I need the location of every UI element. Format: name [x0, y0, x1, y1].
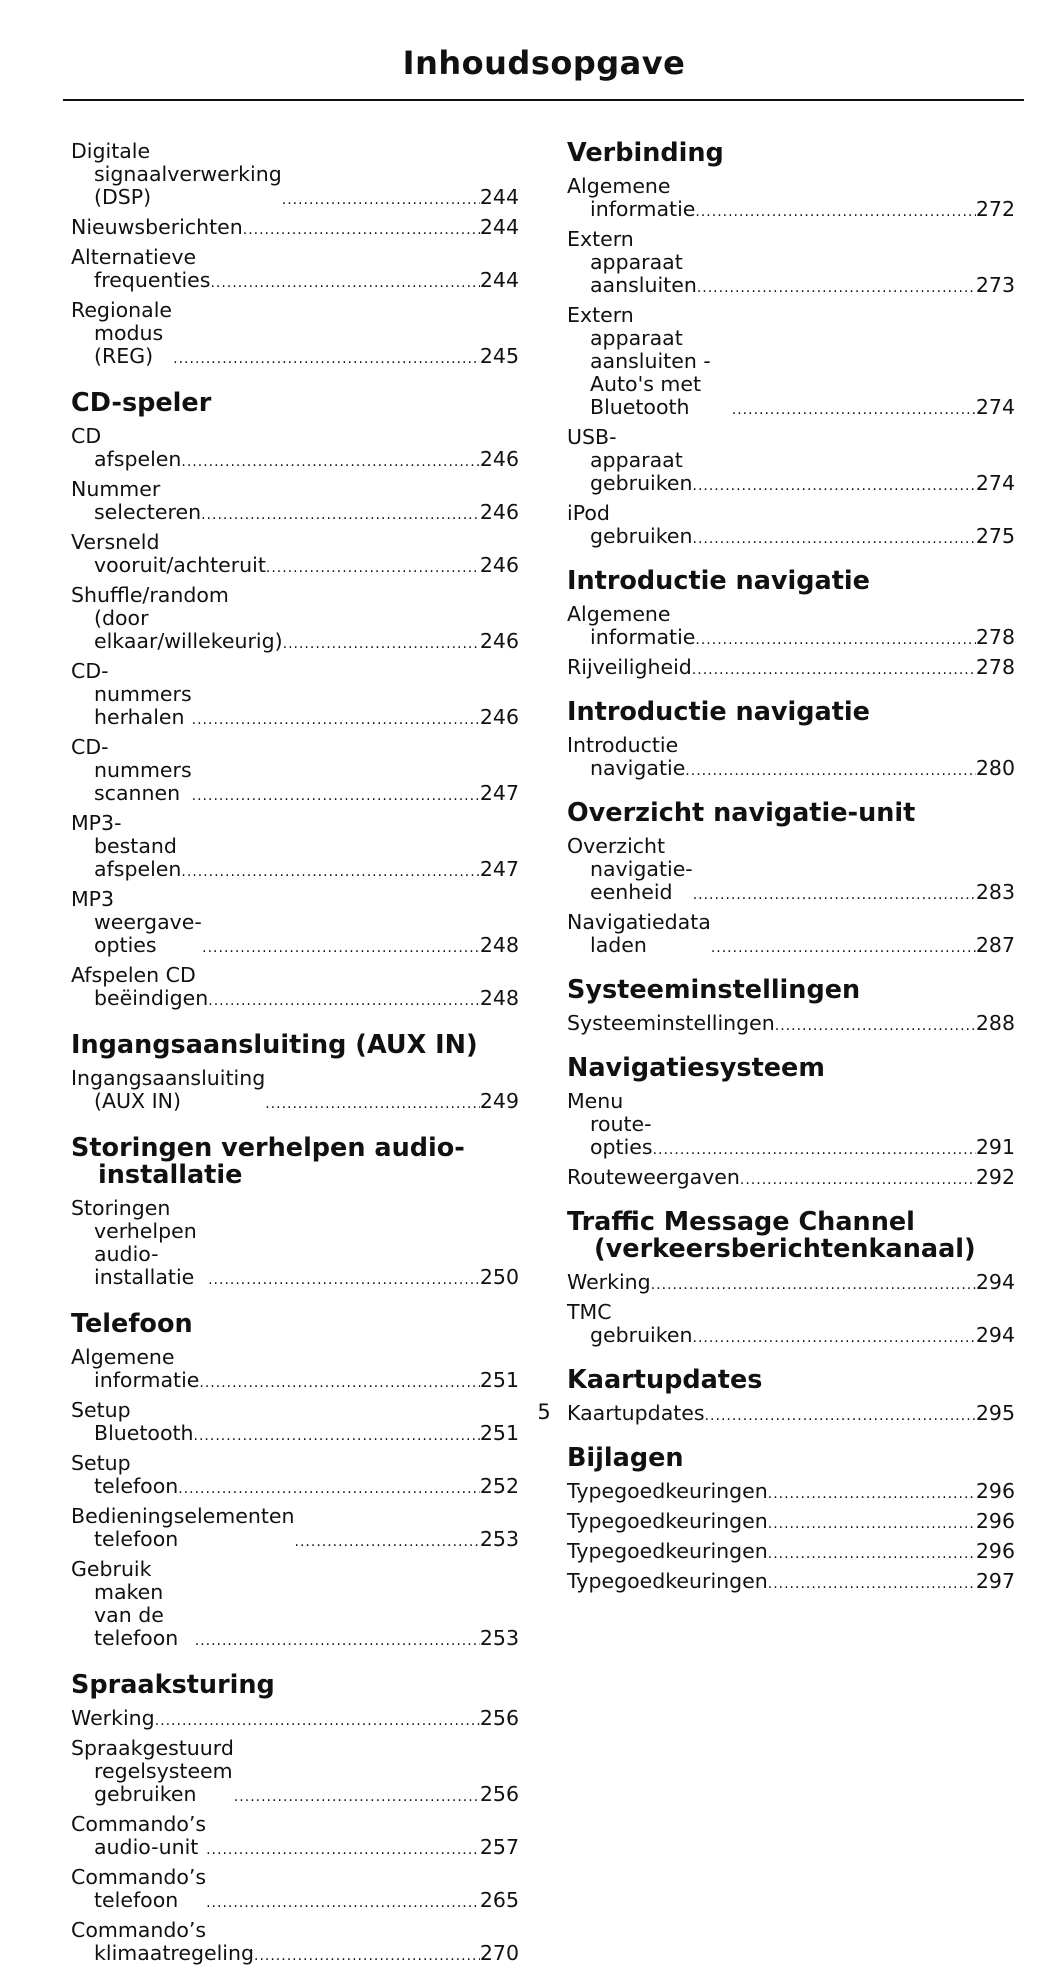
toc-entry[interactable]	[71, 1346, 519, 1392]
toc-entry-title: CD-nummers scannen	[71, 735, 192, 805]
toc-entry-page: 246	[479, 500, 519, 524]
toc-entry-title: MP3-bestand afspelen	[71, 811, 182, 881]
dot-leader	[768, 1545, 976, 1563]
toc-entry-title: Commando’s telefoon	[71, 1865, 207, 1912]
toc-entry-page: 253	[479, 1527, 519, 1551]
dot-leader	[194, 1427, 480, 1445]
toc-entry-page: 257	[479, 1835, 519, 1859]
toc-entry[interactable]	[567, 603, 1015, 649]
toc-entry[interactable]	[567, 502, 1015, 548]
dot-leader	[768, 1515, 976, 1533]
toc-entry-page: 250	[479, 1265, 519, 1289]
toc-section	[71, 390, 519, 1010]
dot-leader	[254, 1947, 480, 1965]
dot-leader	[693, 886, 976, 904]
toc-entry-page: 256	[479, 1706, 519, 1730]
dot-leader	[653, 1141, 976, 1159]
toc-entry-page: 251	[479, 1368, 519, 1392]
toc-entry-title: Nieuwsberichten	[71, 215, 243, 239]
toc-entry[interactable]	[71, 812, 519, 881]
toc-section	[567, 1055, 1015, 1189]
toc-entry[interactable]	[71, 246, 519, 292]
toc-entry[interactable]	[567, 656, 1015, 679]
toc-entry-page: 246	[479, 705, 519, 729]
toc-entry-title: Versneld vooruit/achteruit	[71, 530, 266, 577]
toc-entry-title: Introductie navigatie	[567, 733, 686, 780]
toc-entry[interactable]	[71, 1505, 519, 1551]
dot-leader	[282, 191, 480, 209]
toc-entry[interactable]	[71, 425, 519, 471]
toc-entry-title: Afspelen CD beëindigen	[71, 963, 209, 1010]
toc-entry-title: Kaartupdates	[567, 1401, 705, 1425]
section-heading-introductie-navigatie: Introductie navigatie	[567, 566, 870, 596]
toc-entry-title: Werking	[71, 1706, 155, 1730]
dot-leader	[768, 1485, 976, 1503]
toc-entry-page: 256	[479, 1782, 519, 1806]
toc-entry[interactable]	[71, 478, 519, 524]
dot-leader	[695, 203, 975, 221]
toc-section	[567, 1445, 1015, 1593]
toc-entry[interactable]	[71, 1452, 519, 1498]
toc-entry[interactable]	[71, 140, 519, 209]
toc-entry-title: Nummer selecteren	[71, 477, 202, 524]
toc-entry-page: 297	[975, 1569, 1015, 1593]
dot-leader	[199, 1374, 479, 1392]
toc-entry-title: Spraakgestuurd regelsysteem gebruiken	[71, 1736, 234, 1806]
dot-leader	[775, 1017, 976, 1035]
page-title: Inhoudsopgave	[402, 44, 686, 82]
dot-leader	[173, 350, 480, 368]
toc-entry[interactable]	[71, 964, 519, 1010]
toc-entry[interactable]	[567, 228, 1015, 297]
dot-leader	[693, 477, 976, 495]
title-divider	[63, 99, 1024, 101]
toc-entry[interactable]	[71, 888, 519, 957]
toc-entry-title: USB-apparaat gebruiken	[567, 425, 693, 495]
toc-section	[567, 1209, 1015, 1347]
toc-entry-page: 292	[975, 1165, 1015, 1189]
toc-entry-page: 280	[975, 756, 1015, 780]
dot-leader	[195, 1632, 480, 1650]
dot-leader	[651, 1276, 976, 1294]
dot-leader	[732, 401, 976, 419]
dot-leader	[243, 221, 480, 239]
toc-entry[interactable]	[567, 1012, 1015, 1035]
dot-leader	[206, 1841, 480, 1859]
toc-entry[interactable]	[71, 1737, 519, 1806]
toc-right-column	[567, 140, 1015, 1600]
dot-leader	[181, 863, 479, 881]
toc-entry-page: 273	[975, 273, 1015, 297]
page-number: 5	[537, 1400, 551, 1424]
dot-leader	[697, 279, 976, 297]
dot-leader	[210, 274, 479, 292]
dot-leader	[283, 635, 480, 653]
toc-entry-title: Alternatieve frequenties	[71, 245, 211, 292]
toc-entry-page: 296	[975, 1509, 1015, 1533]
toc-entry[interactable]	[567, 1540, 1015, 1563]
section-heading-spraaksturing: Spraaksturing	[71, 1670, 275, 1700]
toc-entry[interactable]	[71, 1558, 519, 1650]
toc-section	[71, 1032, 519, 1113]
dot-leader	[740, 1171, 976, 1189]
toc-section	[567, 800, 1015, 957]
dot-leader	[695, 631, 975, 649]
section-heading-ingangsaansluiting-aux-in: Ingangsaansluiting (AUX IN)	[71, 1030, 478, 1060]
toc-section	[71, 140, 519, 368]
dot-leader	[208, 1271, 480, 1289]
toc-entry-page: 278	[975, 625, 1015, 649]
toc-entry-page: 274	[975, 471, 1015, 495]
toc-entry-title: Navigatiedata laden	[567, 910, 711, 957]
toc-section	[71, 1135, 519, 1289]
toc-entry-page: 288	[975, 1011, 1015, 1035]
toc-entry-page: 274	[975, 395, 1015, 419]
toc-entry-page: 248	[479, 933, 519, 957]
toc-entry-page: 244	[479, 185, 519, 209]
toc-entry-page: 294	[975, 1323, 1015, 1347]
section-heading-systeeminstellingen: Systeeminstellingen	[567, 975, 861, 1005]
dot-leader	[685, 762, 976, 780]
dot-leader	[192, 787, 480, 805]
toc-entry-page: 296	[975, 1479, 1015, 1503]
toc-entry-page: 275	[975, 524, 1015, 548]
section-heading-traffic-message-channel-verkeersberichtenkanaal: Traffic Message Channel (verkeersberichtenkanaal)	[567, 1207, 976, 1264]
toc-entry[interactable]	[567, 835, 1015, 904]
toc-entry-title: Extern apparaat aansluiten - Auto's met Bluetooth	[567, 303, 711, 419]
toc-entry-title: Rijveiligheid	[567, 655, 692, 679]
toc-entry-title: Algemene informatie	[567, 174, 696, 221]
section-heading-cd-speler: CD-speler	[71, 388, 212, 418]
toc-entry-title: Overzicht navigatie-eenheid	[567, 834, 693, 904]
toc-entry-page: 247	[479, 857, 519, 881]
dot-leader	[208, 992, 480, 1010]
toc-entry-title: Storingen verhelpen audio-installatie	[71, 1196, 197, 1289]
dot-leader	[711, 939, 976, 957]
toc-entry-page: 296	[975, 1539, 1015, 1563]
toc-entry-page: 246	[479, 629, 519, 653]
toc-entry-page: 244	[479, 268, 519, 292]
section-heading-introductie-navigatie: Introductie navigatie	[567, 697, 870, 727]
toc-entry[interactable]	[71, 1866, 519, 1912]
toc-entry-title: Routeweergaven	[567, 1165, 740, 1189]
toc-entry-page: 251	[479, 1421, 519, 1445]
toc-entry-page: 295	[975, 1401, 1015, 1425]
toc-entry-page: 244	[479, 215, 519, 239]
toc-entry-page: 294	[975, 1270, 1015, 1294]
toc-entry[interactable]	[567, 1480, 1015, 1503]
toc-entry-page: 245	[479, 344, 519, 368]
toc-entry-page: 287	[975, 933, 1015, 957]
toc-entry[interactable]	[71, 1813, 519, 1859]
toc-entry[interactable]	[71, 584, 519, 653]
toc-entry-title: MP3 weergave-opties	[71, 887, 202, 957]
toc-entry-title: Setup telefoon	[71, 1451, 179, 1498]
section-heading-telefoon: Telefoon	[71, 1309, 193, 1339]
toc-entry-title: Gebruik maken van de telefoon	[71, 1557, 179, 1650]
toc-entry-title: CD afspelen	[71, 424, 182, 471]
toc-entry[interactable]	[71, 1707, 519, 1730]
toc-section	[567, 140, 1015, 548]
toc-entry-title: Typegoedkeuringen	[567, 1479, 768, 1503]
toc-entry[interactable]	[567, 734, 1015, 780]
toc-entry-page: 272	[975, 197, 1015, 221]
toc-section	[71, 1311, 519, 1650]
toc-entry-title: Systeeminstellingen	[567, 1011, 775, 1035]
toc-section	[567, 568, 1015, 679]
toc-entry-title: Commando’s audio-unit	[71, 1812, 207, 1859]
toc-left-column	[71, 140, 519, 1972]
toc-entry-title: CD-nummers herhalen	[71, 659, 192, 729]
dot-leader	[201, 506, 480, 524]
toc-section	[567, 977, 1015, 1035]
toc-entry-title: Shuffle/random (door elkaar/willekeurig)	[71, 583, 283, 653]
toc-entry[interactable]	[71, 1919, 519, 1965]
dot-leader	[155, 1712, 480, 1730]
toc-entry-title: Bedieningselementen telefoon	[71, 1504, 295, 1551]
toc-entry[interactable]	[567, 1510, 1015, 1533]
toc-entry[interactable]	[567, 175, 1015, 221]
toc-entry-page: 265	[479, 1888, 519, 1912]
section-heading-navigatiesysteem: Navigatiesysteem	[567, 1053, 825, 1083]
toc-entry[interactable]	[567, 426, 1015, 495]
toc-entry-page: 283	[975, 880, 1015, 904]
dot-leader	[202, 939, 480, 957]
dot-leader	[265, 1095, 480, 1113]
toc-entry-page: 291	[975, 1135, 1015, 1159]
toc-entry[interactable]	[567, 304, 1015, 419]
toc-entry-page: 278	[975, 655, 1015, 679]
section-heading-storingen-verhelpen-audio-installatie: Storingen verhelpen audio-installatie	[71, 1133, 465, 1190]
toc-entry-title: Extern apparaat aansluiten	[567, 227, 697, 297]
toc-section	[567, 699, 1015, 780]
toc-entry-title: Menu route-opties	[567, 1089, 653, 1159]
dot-leader	[692, 661, 976, 679]
toc-entry[interactable]	[567, 1570, 1015, 1593]
toc-entry-page: 248	[479, 986, 519, 1010]
section-heading-bijlagen: Bijlagen	[567, 1443, 684, 1473]
toc-entry-title: TMC gebruiken	[567, 1300, 693, 1347]
toc-entry[interactable]	[567, 1166, 1015, 1189]
dot-leader	[693, 1329, 976, 1347]
toc-entry[interactable]	[71, 736, 519, 805]
toc-entry-title: iPod gebruiken	[567, 501, 693, 548]
toc-entry-title: Typegoedkeuringen	[567, 1539, 768, 1563]
toc-entry-page: 246	[479, 447, 519, 471]
dot-leader	[206, 1894, 480, 1912]
dot-leader	[181, 453, 479, 471]
toc-entry[interactable]	[567, 911, 1015, 957]
toc-entry-title: Setup Bluetooth	[71, 1398, 194, 1445]
toc-entry-page: 249	[479, 1089, 519, 1113]
toc-entry[interactable]	[71, 531, 519, 577]
toc-section	[71, 1672, 519, 1965]
toc-entry-title: Algemene informatie	[567, 602, 696, 649]
toc-entry-page: 270	[479, 1941, 519, 1965]
toc-entry-title: Algemene informatie	[71, 1345, 200, 1392]
toc-entry-title: Werking	[567, 1270, 651, 1294]
toc-entry[interactable]	[567, 1271, 1015, 1294]
toc-entry[interactable]	[71, 216, 519, 239]
toc-entry-title: Commando’s klimaatregeling	[71, 1918, 255, 1965]
dot-leader	[266, 559, 480, 577]
section-heading-overzicht-navigatie-unit: Overzicht navigatie-unit	[567, 798, 916, 828]
toc-entry[interactable]	[71, 299, 519, 368]
toc-entry-title: Digitale signaalverwerking (DSP)	[71, 139, 282, 209]
toc-entry-title: Typegoedkeuringen	[567, 1569, 768, 1593]
section-heading-verbinding: Verbinding	[567, 138, 724, 168]
toc-entry-page: 253	[479, 1626, 519, 1650]
toc-entry[interactable]	[567, 1301, 1015, 1347]
dot-leader	[178, 1480, 480, 1498]
toc-entry[interactable]	[71, 660, 519, 729]
toc-entry[interactable]	[71, 1067, 519, 1113]
dot-leader	[192, 711, 480, 729]
toc-entry-page: 252	[479, 1474, 519, 1498]
toc-entry[interactable]	[71, 1197, 519, 1289]
dot-leader	[768, 1575, 976, 1593]
toc-entry-title: Typegoedkeuringen	[567, 1509, 768, 1533]
toc-entry-title: Ingangsaansluiting (AUX IN)	[71, 1066, 266, 1113]
section-heading-kaartupdates: Kaartupdates	[567, 1365, 763, 1395]
toc-entry-page: 246	[479, 553, 519, 577]
toc-entry[interactable]	[567, 1090, 1015, 1159]
dot-leader	[295, 1533, 480, 1551]
dot-leader	[693, 530, 976, 548]
toc-entry-title: Regionale modus (REG)	[71, 298, 173, 368]
dot-leader	[234, 1788, 480, 1806]
toc-entry-page: 247	[479, 781, 519, 805]
